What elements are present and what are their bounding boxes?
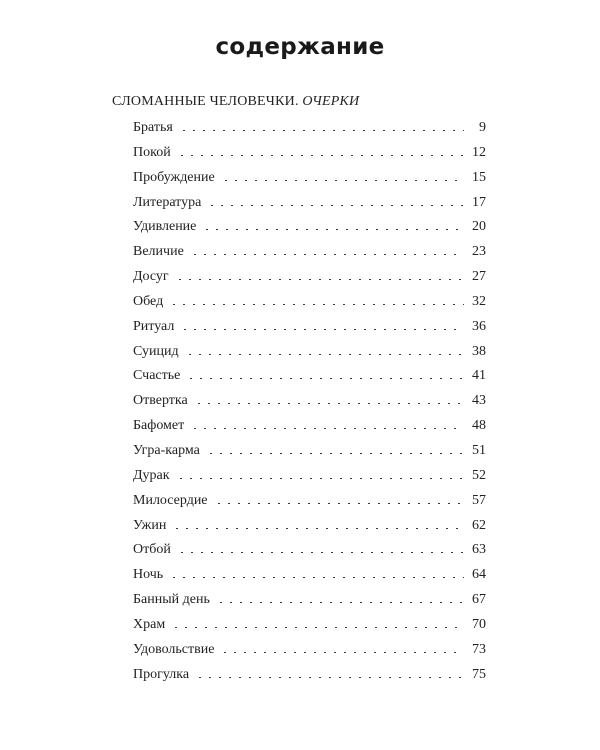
toc-entry [133,267,486,292]
toc-entry [133,615,486,640]
toc-entry-title: Банный день [133,592,210,608]
toc-entry-page-number: 27 [472,269,486,285]
toc-entry-title: Суицид [133,343,179,359]
toc-entry-title: Дурак [133,467,170,483]
toc-entry-page-number: 38 [472,343,486,359]
dot-leader [177,155,464,156]
toc-entry [133,466,486,491]
toc-entry-page-number: 52 [472,467,486,483]
dot-leader [194,403,464,404]
toc-entry [133,317,486,342]
dot-leader [169,304,464,305]
toc-entry [133,640,486,665]
dot-leader [214,503,464,504]
toc-entry-page-number: 17 [472,194,486,210]
dot-leader [179,130,464,131]
toc-entry-title: Храм [133,616,166,632]
section-heading-main: СЛОМАННЫЕ ЧЕЛОВЕЧКИ. [112,94,299,109]
toc-entry-page-number: 12 [472,144,486,160]
dot-leader [202,229,464,230]
dot-leader [216,602,464,603]
toc-entry-title: Отбой [133,542,171,558]
toc-entry [133,342,486,367]
toc-entry-title: Ночь [133,567,164,583]
dot-leader [186,378,464,379]
toc-entry-title: Счастье [133,368,181,384]
toc-entry [133,168,486,193]
toc-entry-page-number: 43 [472,393,486,409]
dot-leader [190,428,464,429]
dot-leader [206,453,464,454]
toc-entry [133,193,486,218]
toc-entry [133,416,486,441]
toc-entry-title: Отвертка [133,393,188,409]
dot-leader [176,478,464,479]
toc-entry [133,590,486,615]
toc-entry [133,242,486,267]
toc-entry-page-number: 36 [472,318,486,334]
dot-leader [195,677,464,678]
toc-entry-page-number: 67 [472,592,486,608]
section-heading [112,94,359,110]
toc-entry-title: Досуг [133,269,169,285]
toc-entry [133,217,486,242]
toc-entry-page-number: 20 [472,219,486,235]
toc-entry-page-number: 41 [472,368,486,384]
toc-entry-page-number: 23 [472,244,486,260]
toc-entry [133,292,486,317]
table-of-contents [133,118,486,689]
dot-leader [207,205,464,206]
dot-leader [220,652,464,653]
toc-entry [133,366,486,391]
toc-entry-page-number: 73 [472,641,486,657]
toc-entry-page-number: 62 [472,517,486,533]
toc-entry-title: Ритуал [133,318,175,334]
dot-leader [169,577,464,578]
toc-entry-title: Удивление [133,219,197,235]
toc-entry-title: Угра-карма [133,442,200,458]
toc-entry-title: Величие [133,244,184,260]
toc-entry [133,441,486,466]
toc-entry-page-number: 75 [472,666,486,682]
dot-leader [177,552,464,553]
toc-entry [133,391,486,416]
toc-entry-page-number: 32 [472,293,486,309]
dot-leader [175,279,464,280]
toc-entry-title: Пробуждение [133,169,215,185]
dot-leader [180,329,464,330]
toc-entry-page-number: 64 [472,567,486,583]
page-title: содержание [215,34,385,60]
toc-entry-title: Прогулка [133,666,190,682]
toc-entry-title: Ужин [133,517,167,533]
toc-entry-page-number: 63 [472,542,486,558]
toc-entry [133,665,486,690]
toc-entry-page-number: 15 [472,169,486,185]
toc-entry-title: Литература [133,194,202,210]
toc-entry-page-number: 70 [472,616,486,632]
toc-entry-page-number: 9 [479,120,486,135]
toc-entry-title: Бафомет [133,418,185,434]
toc-entry-title: Удовольствие [133,641,215,657]
toc-entry [133,516,486,541]
dot-leader [190,254,464,255]
toc-entry-page-number: 51 [472,442,486,458]
toc-entry [133,540,486,565]
dot-leader [221,180,464,181]
dot-leader [172,528,464,529]
toc-entry [133,143,486,168]
toc-entry [133,491,486,516]
toc-entry-title: Братья [133,120,173,135]
dot-leader [171,627,464,628]
toc-entry-title: Обед [133,293,164,309]
toc-entry [133,118,486,143]
toc-entry-page-number: 57 [472,492,486,508]
toc-entry-title: Покой [133,144,171,160]
section-heading-italic: ОЧЕРКИ [302,94,360,109]
toc-entry-page-number: 48 [472,418,486,434]
dot-leader [185,354,464,355]
toc-entry [133,565,486,590]
toc-entry-title: Милосердие [133,492,208,508]
